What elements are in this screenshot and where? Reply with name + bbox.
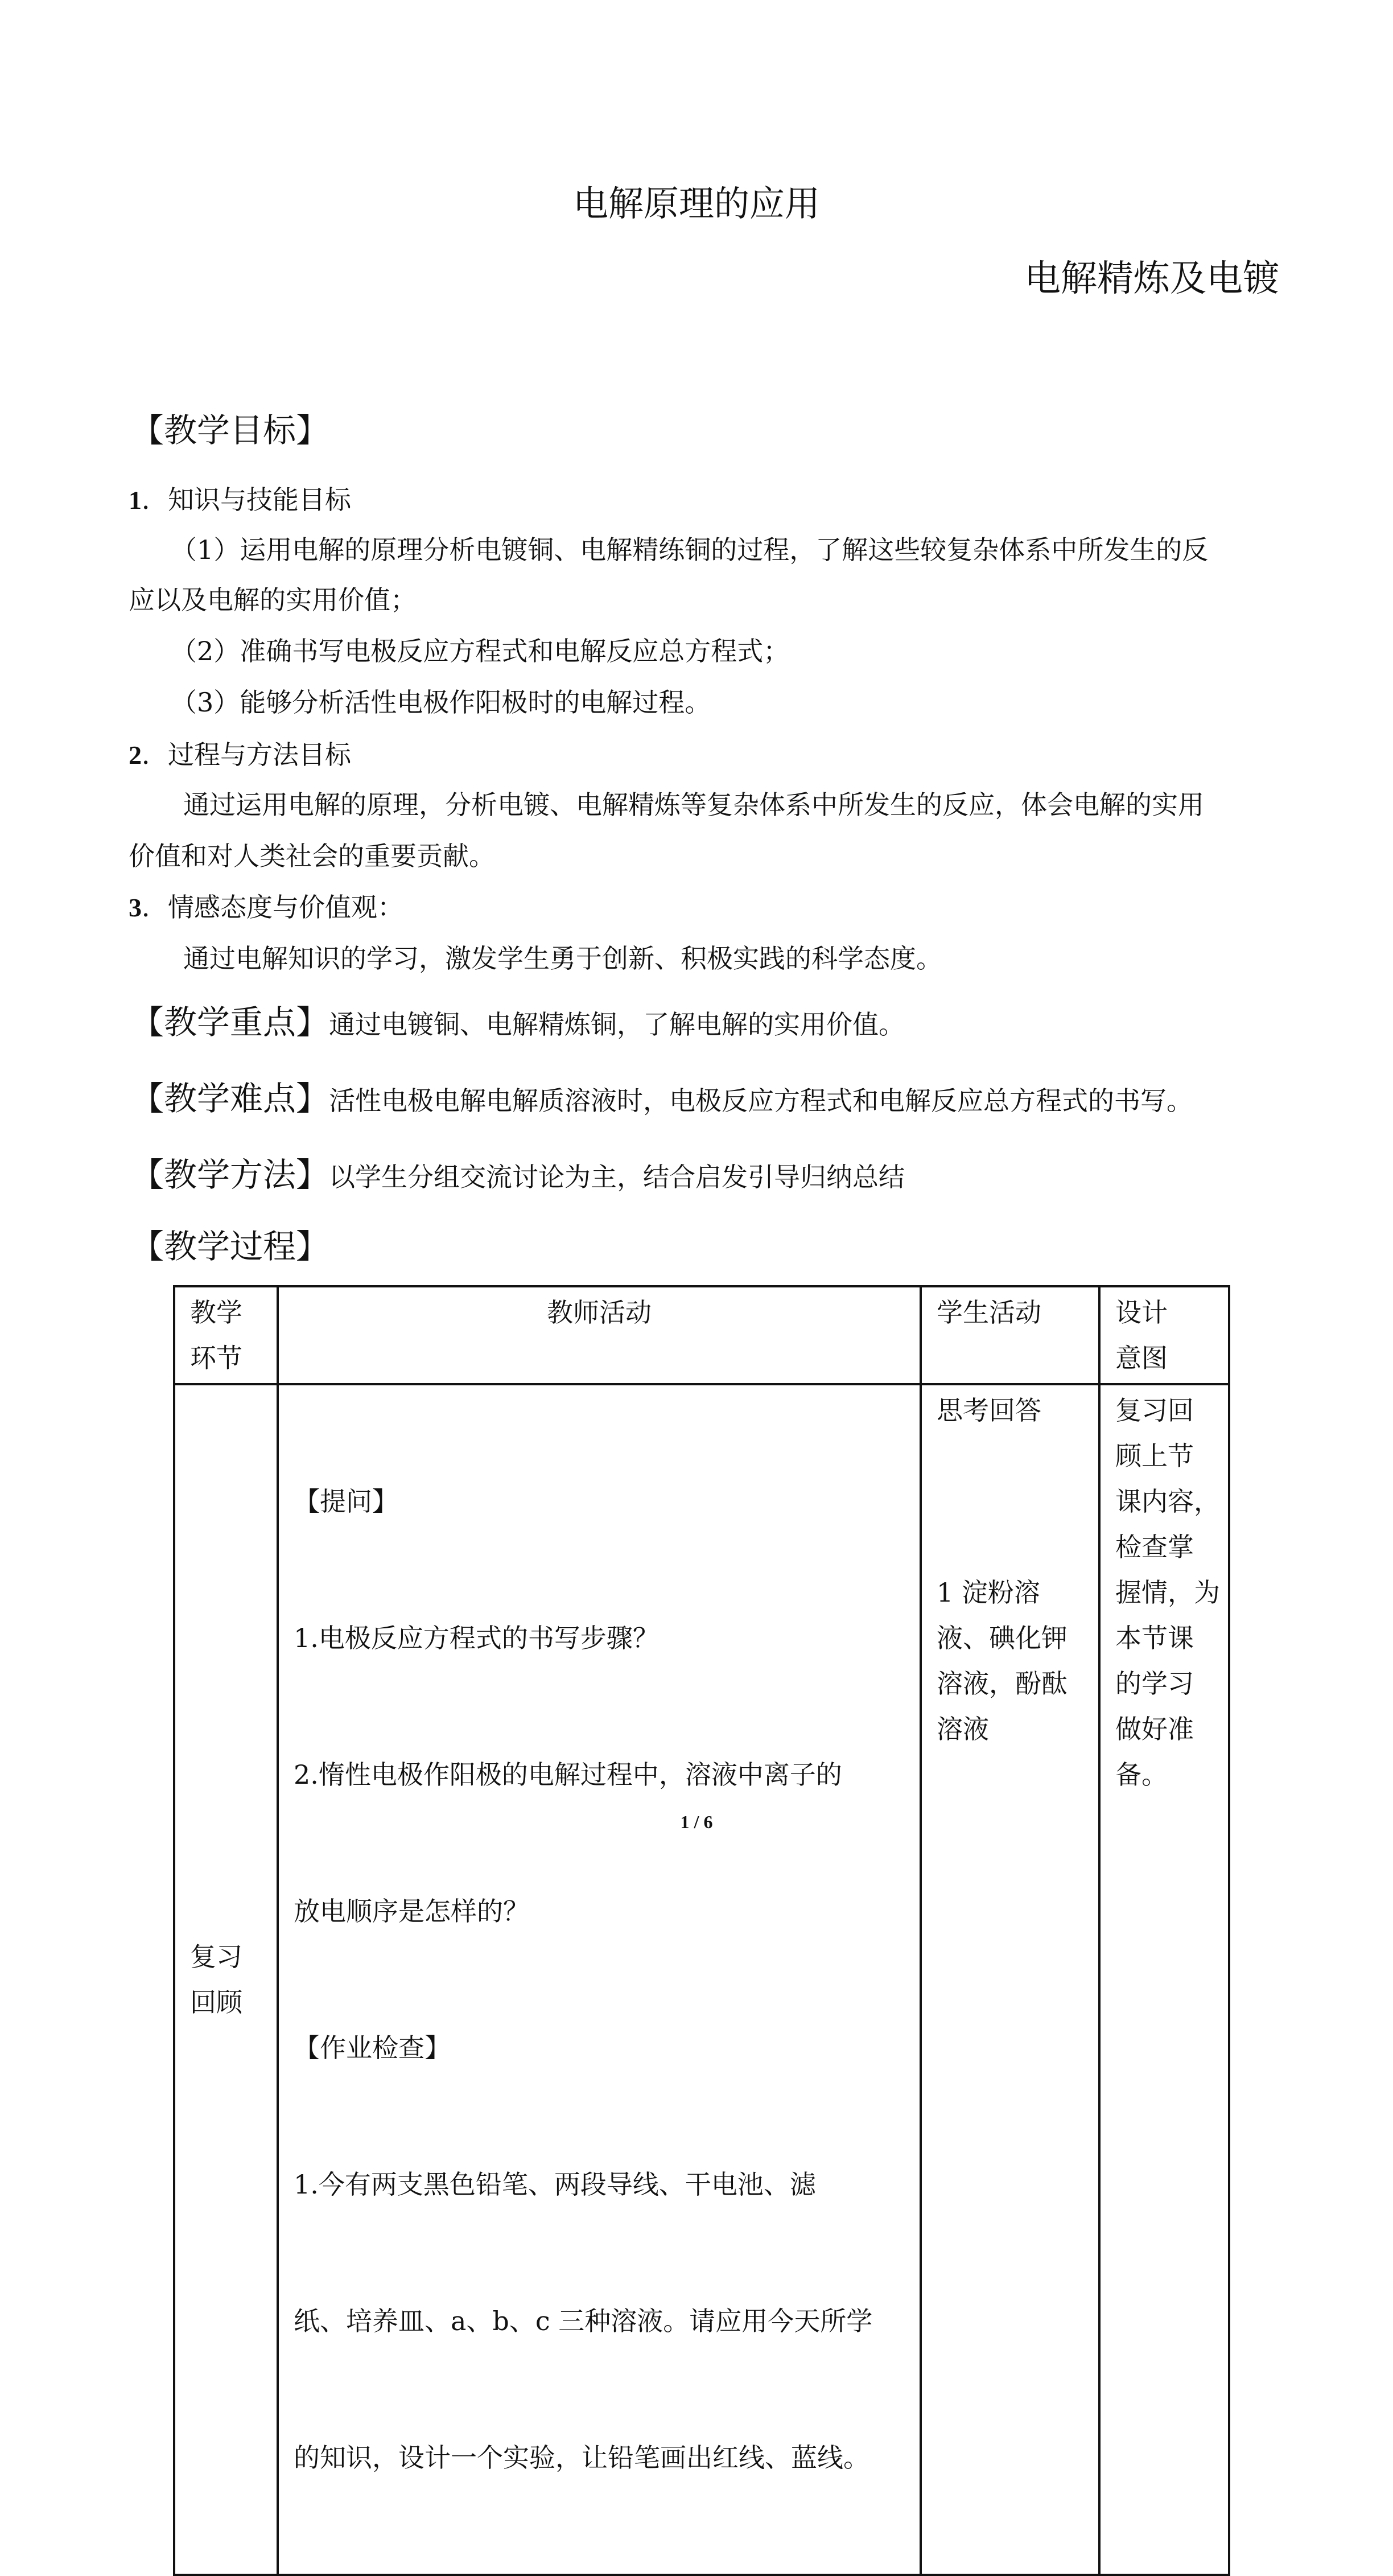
design-line: 的学习	[1115, 1668, 1194, 1699]
header-stage	[174, 1286, 278, 1384]
header-design-line: 设计	[1115, 1297, 1168, 1328]
page-number: 1 / 6	[680, 1812, 713, 1832]
design-line: 顾上节	[1115, 1441, 1194, 1471]
student-line: 1 淀粉溶	[937, 1577, 1040, 1608]
row-teacher-activity	[278, 1384, 921, 2575]
objective-number: 1	[129, 485, 142, 515]
key-point-section	[131, 1001, 905, 1046]
knowledge-item-3: （3）能够分析活性电极作阳极时的电解过程。	[171, 687, 711, 718]
student-spacer	[937, 1479, 1083, 1524]
design-line: 本节课	[1115, 1623, 1194, 1653]
key-point-text: 通过电镀铜、电解精炼铜，了解电解的实用价值。	[329, 1009, 905, 1040]
objective-number: 3	[129, 893, 142, 922]
student-spacer	[937, 1524, 1083, 1570]
row-student-activity	[921, 1384, 1099, 2575]
objective-number: 2	[129, 740, 142, 769]
design-line: 复习回	[1115, 1395, 1194, 1426]
student-line: 溶液，酚酞	[937, 1668, 1068, 1699]
attitude-objective-line1: 通过电解知识的学习，激发学生勇于创新、积极实践的科学态度。	[183, 943, 942, 974]
header-teacher: 教师活动	[278, 1286, 921, 1384]
knowledge-item-1-line2: 应以及电解的实用价值；	[129, 585, 417, 615]
method-label: 【教学方法】	[131, 1155, 329, 1194]
design-line: 做好准	[1115, 1714, 1194, 1744]
knowledge-item-2: （2）准确书写电极反应方程式和电解反应总方程式；	[171, 636, 790, 666]
header-stage-line: 环节	[190, 1343, 242, 1373]
objective-label: ．情感态度与价值观：	[142, 892, 403, 923]
student-spacer	[937, 1433, 1083, 1479]
document-subtitle: 电解精炼及电镀	[1024, 258, 1279, 300]
teacher-line: 【作业检查】	[294, 2032, 451, 2063]
objective-process-heading	[129, 738, 351, 772]
row-stage-line: 复习	[190, 1941, 242, 1972]
difficulty-label: 【教学难点】	[131, 1079, 329, 1118]
teacher-line: 【提问】	[294, 1486, 398, 1517]
process-heading: 【教学过程】	[131, 1227, 329, 1266]
lesson-process-table	[173, 1285, 1230, 2576]
row-stage-line: 回顾	[190, 1987, 242, 2018]
student-line: 溶液	[937, 1714, 989, 1744]
objective-label: ．过程与方法目标	[142, 739, 351, 770]
objectives-heading: 【教学目标】	[131, 411, 329, 450]
header-student: 学生活动	[921, 1286, 1099, 1384]
difficulty-section	[131, 1077, 1193, 1122]
key-point-label: 【教学重点】	[131, 1003, 329, 1042]
teacher-line: 1.电极反应方程式的书写步骤？	[294, 1623, 659, 1653]
objective-attitude-heading	[129, 890, 403, 925]
document-title: 电解原理的应用	[572, 183, 820, 224]
row-design-intent	[1099, 1384, 1229, 2575]
method-section	[131, 1153, 905, 1199]
method-text: 以学生分组交流讨论为主，结合启发引导归纳总结	[329, 1162, 905, 1192]
header-design	[1099, 1286, 1229, 1384]
design-line: 备。	[1115, 1759, 1168, 1790]
teacher-line: 的知识，设计一个实验，让铅笔画出红线、蓝线。	[294, 2442, 869, 2473]
design-line: 检查掌	[1115, 1532, 1194, 1562]
design-line: 课内容，	[1115, 1486, 1220, 1517]
row-stage	[174, 1384, 278, 2575]
student-line: 思考回答	[937, 1395, 1041, 1426]
table-row	[174, 1384, 1229, 2575]
student-line: 液、碘化钾	[937, 1623, 1068, 1653]
header-design-line: 意图	[1115, 1343, 1168, 1373]
difficulty-text: 活性电极电解电解质溶液时，电极反应方程式和电解反应总方程式的书写。	[329, 1085, 1193, 1116]
process-objective-line2: 价值和对人类社会的重要贡献。	[129, 841, 495, 871]
teacher-line: 1.今有两支黑色铅笔、两段导线、干电池、滤	[294, 2169, 816, 2200]
teacher-line: 2.惰性电极作阳极的电解过程中，溶液中离子的	[294, 1759, 842, 1790]
knowledge-item-1-line1: （1）运用电解的原理分析电镀铜、电解精练铜的过程，了解这些较复杂体系中所发生的反	[171, 534, 1209, 565]
design-line: 握情，为	[1115, 1577, 1220, 1608]
table-header-row	[174, 1286, 1229, 1384]
teacher-line: 放电顺序是怎样的？	[294, 1896, 529, 1927]
objective-label: ．知识与技能目标	[142, 484, 351, 515]
header-stage-line: 教学	[190, 1297, 242, 1328]
process-objective-line1: 通过运用电解的原理，分析电镀、电解精炼等复杂体系中所发生的反应，体会电解的实用	[183, 789, 1204, 820]
objective-knowledge-heading	[129, 483, 351, 517]
teacher-line: 纸、培养皿、a、b、c 三种溶液。请应用今天所学	[294, 2306, 873, 2336]
